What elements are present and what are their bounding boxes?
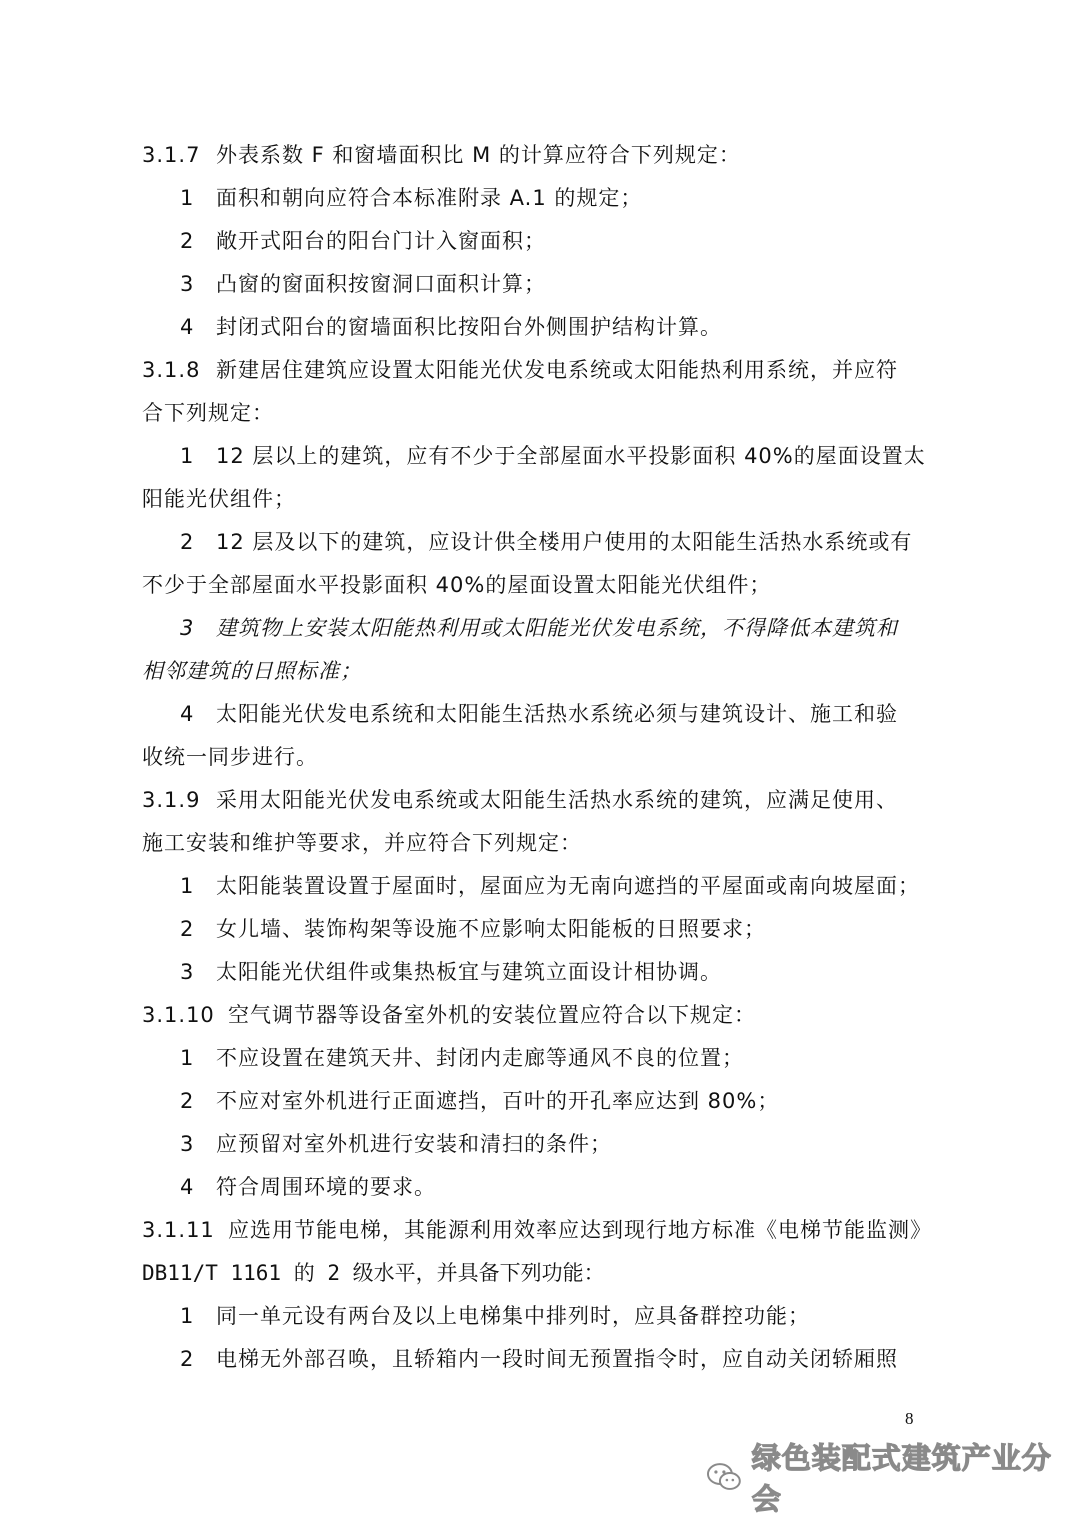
- line-text: 外表系数 F 和窗墙面积比 M 的计算应符合下列规定：: [216, 143, 741, 167]
- list-item: [142, 312, 922, 342]
- line-text: 新建居住建筑应设置太阳能光伏发电系统或太阳能热利用系统，并应符: [216, 358, 898, 382]
- item-number: 1: [180, 444, 195, 468]
- item-number: 2: [180, 229, 195, 253]
- item-number: 3: [180, 960, 195, 984]
- line-text: 空气调节器等设备室外机的安装位置应符合以下规定：: [228, 1003, 756, 1027]
- list-item: [142, 1344, 922, 1374]
- list-item: [142, 699, 922, 729]
- item-number: 3: [180, 1132, 195, 1156]
- line-text: 面积和朝向应符合本标准附录 A.1 的规定；: [216, 186, 643, 210]
- line-text: 凸窗的窗面积按窗洞口面积计算；: [216, 272, 546, 296]
- clause-number: 3.1.10: [142, 1003, 215, 1027]
- line-text: 采用太阳能光伏发电系统或太阳能生活热水系统的建筑，应满足使用、: [216, 788, 898, 812]
- wechat-icon: [706, 1461, 742, 1493]
- line-text: 同一单元设有两台及以上电梯集中排列时，应具备群控功能；: [216, 1304, 810, 1328]
- line-text: 应预留对室外机进行安装和清扫的条件；: [216, 1132, 612, 1156]
- line-text: 不应设置在建筑天井、封闭内走廊等通风不良的位置；: [216, 1046, 744, 1070]
- continuation-line: [142, 570, 922, 600]
- item-number: 1: [180, 186, 195, 210]
- item-number: 2: [180, 917, 195, 941]
- line-text: 施工安装和维护等要求，并应符合下列规定：: [142, 831, 582, 855]
- continuation-line: [142, 828, 922, 858]
- line-text: 太阳能装置设置于屋面时，屋面应为无南向遮挡的平屋面或南向坡屋面；: [216, 874, 920, 898]
- line-text: 合下列规定：: [142, 401, 274, 425]
- list-item: [142, 183, 922, 213]
- list-item: [142, 1086, 922, 1116]
- item-number: 4: [180, 315, 195, 339]
- continuation-line: [142, 484, 922, 514]
- continuation-line: [142, 656, 922, 686]
- clause-line: [142, 785, 922, 815]
- list-item: [142, 226, 922, 256]
- item-number: 1: [180, 874, 195, 898]
- item-number: 3: [180, 616, 195, 640]
- list-item: [142, 1301, 922, 1331]
- item-number: 1: [180, 1304, 195, 1328]
- line-text: 符合周围环境的要求。: [216, 1175, 436, 1199]
- watermark-text: 绿色装配式建筑产业分会: [751, 1441, 1052, 1516]
- clause-number: 3.1.11: [142, 1218, 215, 1242]
- list-item: [142, 871, 922, 901]
- item-number: 2: [180, 1347, 195, 1371]
- line-text: 不应对室外机进行正面遮挡，百叶的开孔率应达到 80%；: [216, 1089, 780, 1113]
- line-text: 不少于全部屋面水平投影面积 40%的屋面设置太阳能光伏组件；: [142, 573, 772, 597]
- list-item: [142, 613, 922, 643]
- line-text: 相邻建筑的日照标准；: [142, 659, 362, 683]
- list-item: [142, 914, 922, 944]
- line-text: 太阳能光伏发电系统和太阳能生活热水系统必须与建筑设计、施工和验: [216, 702, 898, 726]
- list-item: [142, 441, 926, 471]
- list-item: [142, 1172, 922, 1202]
- continuation-line: [142, 1258, 922, 1288]
- clause-line: [142, 355, 922, 385]
- item-number: 4: [180, 702, 195, 726]
- line-text: 敞开式阳台的阳台门计入窗面积；: [216, 229, 546, 253]
- list-item: [142, 527, 922, 557]
- line-text: 阳能光伏组件；: [142, 487, 296, 511]
- list-item: [142, 957, 922, 987]
- line-text: DB11/T 1161 的 2 级水平，并具备下列功能：: [142, 1261, 605, 1285]
- continuation-line: [142, 398, 922, 428]
- line-text: 应选用节能电梯，其能源利用效率应达到现行地方标准《电梯节能监测》: [228, 1218, 932, 1242]
- list-item: [142, 1129, 922, 1159]
- line-text: 12 层以上的建筑，应有不少于全部屋面水平投影面积 40%的屋面设置太: [216, 444, 926, 468]
- line-text: 收统一同步进行。: [142, 745, 318, 769]
- clause-line: [142, 140, 922, 170]
- list-item: [142, 269, 922, 299]
- page-number: 8: [905, 1409, 914, 1428]
- line-text: 建筑物上安装太阳能热利用或太阳能光伏发电系统，不得降低本建筑和: [216, 616, 898, 640]
- item-number: 1: [180, 1046, 195, 1070]
- clause-line: [142, 1000, 922, 1030]
- clause-number: 3.1.8: [142, 358, 201, 382]
- watermark: [706, 1441, 1080, 1516]
- clause-line: [142, 1215, 932, 1245]
- continuation-line: [142, 742, 922, 772]
- clause-number: 3.1.9: [142, 788, 201, 812]
- line-text: 太阳能光伏组件或集热板宜与建筑立面设计相协调。: [216, 960, 722, 984]
- item-number: 2: [180, 530, 195, 554]
- item-number: 4: [180, 1175, 195, 1199]
- line-text: 女儿墙、装饰构架等设施不应影响太阳能板的日照要求；: [216, 917, 766, 941]
- line-text: 电梯无外部召唤，且轿箱内一段时间无预置指令时，应自动关闭轿厢照: [216, 1347, 898, 1371]
- line-text: 12 层及以下的建筑，应设计供全楼用户使用的太阳能生活热水系统或有: [216, 530, 913, 554]
- item-number: 3: [180, 272, 195, 296]
- clause-number: 3.1.7: [142, 143, 201, 167]
- item-number: 2: [180, 1089, 195, 1113]
- line-text: 封闭式阳台的窗墙面积比按阳台外侧围护结构计算。: [216, 315, 722, 339]
- list-item: [142, 1043, 922, 1073]
